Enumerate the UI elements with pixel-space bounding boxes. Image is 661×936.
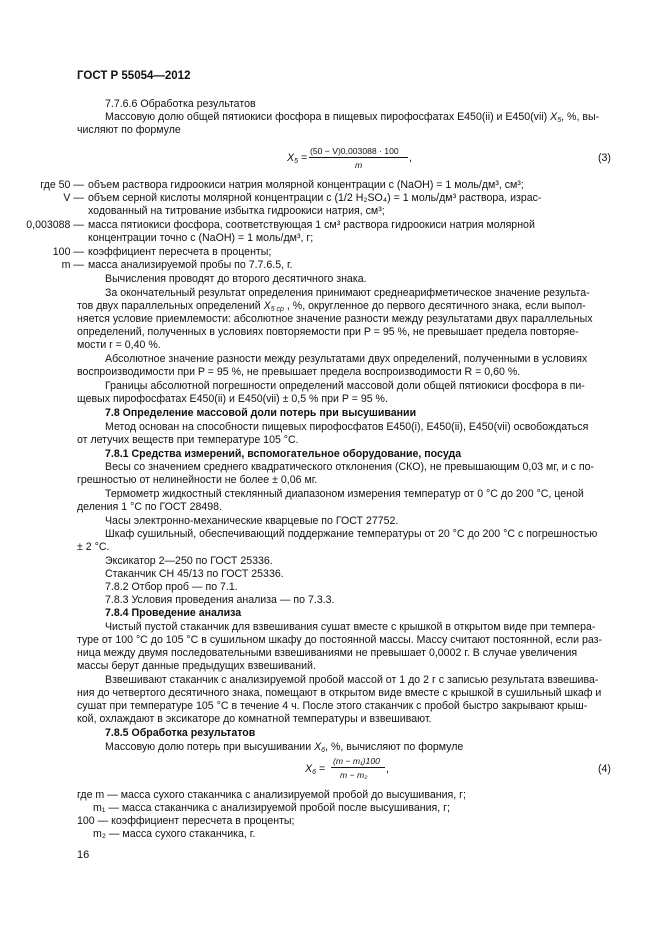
section-7-8-4-title: 7.8.4 Проведение анализа <box>105 607 242 619</box>
paragraph-line: туре от 100 °С до 105 °С в сушильном шкафу до постоянной массы. Массу считают постоянной, если раз- <box>77 634 602 646</box>
paragraph-line: Эксикатор 2—250 по ГОСТ 25336. <box>105 555 273 567</box>
where-text: m₁ — масса стаканчика с анализируемой пробой после высушивания, г; <box>93 802 450 814</box>
formula-4-fraction-bar <box>331 767 385 768</box>
formula-4-denominator: m − m₂ <box>340 770 368 780</box>
paragraph-line: Чистый пустой стаканчик для взвешивания сушат вместе с крышкой в открытом виде при темпера- <box>105 621 596 633</box>
section-7-8-2: 7.8.2 Отбор проб — по 7.1. <box>105 581 238 593</box>
paragraph-line: грешностью от нелинейности не более ± 0,06 мг. <box>77 474 318 486</box>
where-text: объем раствора гидроокиси натрия молярной концентрации c (NaOH) = 1 моль/дм³, см³; <box>88 179 524 191</box>
symbol-x5-avg: $X_{5 ср}$ <box>263 300 284 313</box>
formula-3-lhs: $X_5$ = <box>287 152 308 165</box>
paragraph-line: Весы со значением среднего квадратического отклонения (СКО), не превышающим 0,03 мг, и с по- <box>105 461 595 473</box>
paragraph-line: Границы абсолютной погрешности определений массовой доли общей пятиокиси фосфора в пи- <box>105 380 585 392</box>
paragraph-line: ния до четвертого десятичного знака, помещают в открытом виде вместе с крышкой в сушильный шкаф и <box>77 687 602 699</box>
paragraph-line: Массовую долю общей пятиокиси фосфора в пищевых пирофосфатах Е450(ii) и Е450(vii) $X_5$, %, вы- <box>105 111 600 124</box>
paragraph-line: Взвешивают стаканчик с анализируемой пробой массой от 1 до 2 г с записью результата взвешива- <box>105 674 599 686</box>
paragraph-line: ница между двумя последовательными взвешиваниями не превышает 0,0002 г. В случае увеличения <box>77 647 578 659</box>
document-header: ГОСТ Р 55054—2012 <box>77 70 191 82</box>
where-label: m — <box>61 259 84 271</box>
where-label: 0,003088 — <box>26 219 84 231</box>
where-text: масса анализируемой пробы по 7.7.6.5, г. <box>88 259 293 271</box>
where-label: где 50 — <box>40 179 84 191</box>
symbol-x5: $X_5$ <box>550 111 562 124</box>
where-text: 100 — коэффициент пересчета в проценты; <box>77 815 295 827</box>
where-label: 100 — <box>52 246 84 258</box>
formula-4-numerator: (m − m₁)100 <box>333 756 380 766</box>
paragraph-line: няется условие приемлемости: абсолютное значение разности между результатами двух параллельных <box>77 313 593 325</box>
section-7-8-5-title: 7.8.5 Обработка результатов <box>105 727 256 739</box>
formula-4-lhs: $X_6$ = <box>305 763 326 776</box>
formula-4-number: (4) <box>598 763 611 775</box>
formula-3-number: (3) <box>598 152 611 164</box>
paragraph-line: За окончательный результат определения принимают среднеарифметическое значение результа- <box>105 287 590 299</box>
formula-3-denominator: m <box>355 160 363 170</box>
section-7-8-title: 7.8 Определение массовой доли потерь при высушивании <box>105 407 417 419</box>
paragraph-line: сушат при температуре 105 °С в течение 4 ч. После этого стаканчик с пробой быстро закрывают крыш- <box>77 700 588 712</box>
section-7-8-3: 7.8.3 Условия проведения анализа — по 7.3.3. <box>105 594 335 606</box>
paragraph-line: Массовую долю потерь при высушивании $X_6$, %, вычисляют по формуле <box>105 741 464 754</box>
symbol-x6: $X_6$ <box>314 741 326 754</box>
section-7-8-1-title: 7.8.1 Средства измерений, вспомогательное оборудование, посуда <box>105 448 462 460</box>
paragraph-line: мости r = 0,40 %. <box>77 339 161 351</box>
paragraph-line: деления 1 °С по ГОСТ 28498. <box>77 501 222 513</box>
where-text: концентрации точно c (NaOH) = 1 моль/дм³, г; <box>88 232 314 244</box>
paragraph-line: массы берут данные предыдущих взвешиваний. <box>77 660 316 672</box>
where-text: ходованный на титрование избытка гидроокиси натрия, см³; <box>88 205 385 217</box>
paragraph-line: воспроизводимости при P = 95 %, не превышает предела воспроизводимости R = 0,60 %. <box>77 366 521 378</box>
paragraph-line: Стаканчик СН 45/13 по ГОСТ 25336. <box>105 568 284 580</box>
paragraph-line: числяют по формуле <box>77 124 181 136</box>
where-text: объем серной кислоты молярной концентрации c (1/2 H₂SO₄) = 1 моль/дм³ раствора, израс- <box>88 192 542 204</box>
paragraph-line: Вычисления проводят до второго десятичного знака. <box>105 273 367 285</box>
formula-3-numerator: (50 − V)0,003088 · 100 <box>310 146 399 156</box>
paragraph-line: определений, полученных в условиях повторяемости при P = 95 %, не превышает предела повторяе- <box>77 326 579 338</box>
page-number: 16 <box>77 849 90 861</box>
where-text: m₂ — масса сухого стаканчика, г. <box>93 828 256 840</box>
paragraph-line: ± 2 °С. <box>77 541 110 553</box>
formula-4-comma: , <box>386 763 389 775</box>
formula-3-comma: , <box>409 152 412 164</box>
paragraph-line: щевых пирофосфатах Е450(ii) и Е450(vii) ± 0,5 % при P = 95 %. <box>77 393 388 405</box>
paragraph-line: Метод основан на способности пищевых пирофосфатов Е450(i), Е450(ii), Е450(vii) освобождаться <box>105 421 589 433</box>
formula-3-fraction-bar <box>309 157 408 158</box>
paragraph-line: Термометр жидкостный стеклянный диапазоном измерения температур от 0 °С до 200 °С, ценой <box>105 488 584 500</box>
where-text: масса пятиокиси фосфора, соответствующая 1 см³ раствора гидроокиси натрия молярной <box>88 219 535 231</box>
where-text: коэффициент пересчета в проценты; <box>88 246 272 258</box>
paragraph-line: Часы электронно-механические кварцевые по ГОСТ 27752. <box>105 515 399 527</box>
paragraph-line: Абсолютное значение разности между результатами двух определений, полученными в условиях <box>105 353 588 365</box>
where-label: V — <box>63 192 84 204</box>
section-7-7-6-6-title: 7.7.6.6 Обработка результатов <box>105 98 256 110</box>
paragraph-line: от летучих веществ при температуре 105 °С. <box>77 434 299 446</box>
paragraph-line: Шкаф сушильный, обеспечивающий поддержание температуры от 20 °С до 200 °С с погрешностью <box>105 528 598 540</box>
paragraph-line: тов двух параллельных определений $X_{5 ср}$ , %, округленное до первого десятичного знака, если выпол- <box>77 300 586 313</box>
where-text: где m — масса сухого стаканчика с анализируемой пробой до высушивания, г; <box>77 789 466 801</box>
paragraph-line: кой, охлаждают в эксикаторе до комнатной температуры и взвешивают. <box>77 713 432 725</box>
